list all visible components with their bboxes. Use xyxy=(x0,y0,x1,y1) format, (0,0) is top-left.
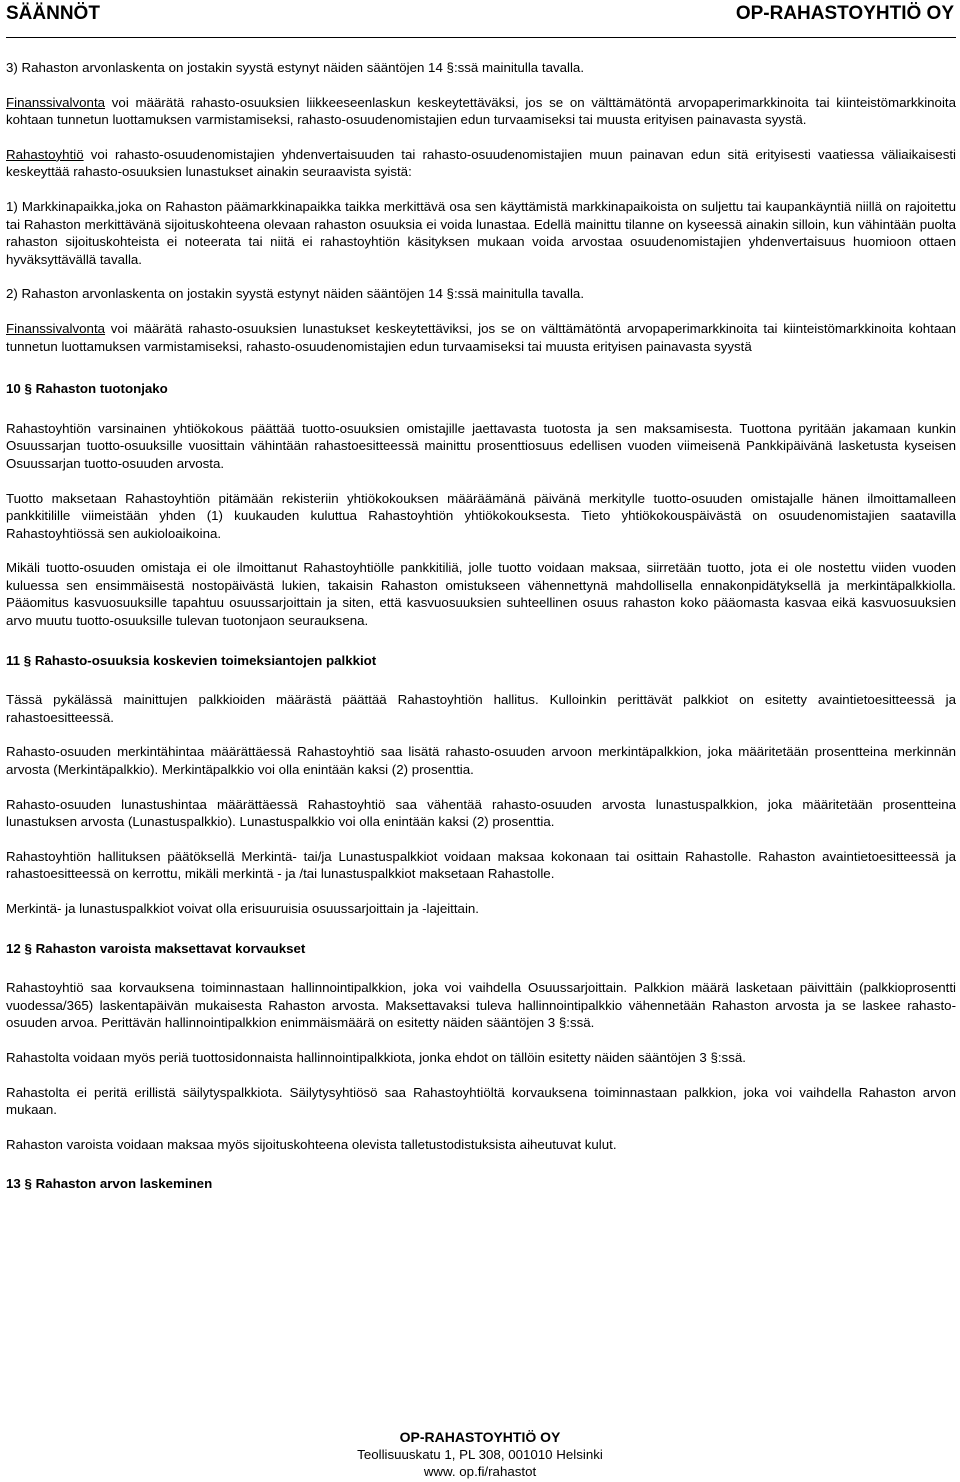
paragraph-text: Rahastolta voidaan myös periä tuottosidonnaista hallinnointipalkkiota, jonka ehdot on tällöin esitetty näiden sääntöjen 3 §:ssä. xyxy=(6,1049,746,1065)
paragraph xyxy=(6,796,956,831)
paragraph-text: Rahastolta ei peritä erillistä säilytyspalkkiota. Säilytysyhtiösö saa Rahastoyhtiöltä korvauksena toiminnastaan palkkion, joka voi vaihdella Rahaston arvon mukaan. xyxy=(6,1084,956,1118)
paragraph-text: Rahastoyhtiön hallituksen päätöksellä Merkintä- tai/ja Lunastuspalkkiot voidaan maksaa kokonaan tai osittain Rahastolle. Rahaston avaintietoesitteessä ja rahastoesitteessä on kerrottu, mikäli merkintä - ja /tai lunastuspalkkiot maksetaan Rahastolle. xyxy=(6,848,956,882)
paragraph xyxy=(6,900,956,918)
page-header xyxy=(0,0,960,36)
paragraph xyxy=(6,559,956,629)
paragraph-text: voi määrätä rahasto-osuuksien liikkeeseenlaskun keskeytettäväksi, jos se on välttämätöntä arvopaperimarkkinoita tai kiinteistömarkkinoita kohtaan tunnetun luottamuksen varmistamiseksi, rahasto-osuudenomistajien edun turvaamiseksi tai muusta erityisen painavasta syystä. xyxy=(6,94,956,128)
section-heading xyxy=(6,1175,956,1193)
paragraph xyxy=(6,979,956,1032)
footer-address: Teollisuuskatu 1, PL 308, 001010 Helsinki xyxy=(357,1447,603,1462)
paragraph-text: 13 § Rahaston arvon laskeminen xyxy=(6,1176,213,1192)
paragraph xyxy=(6,743,956,778)
paragraph xyxy=(6,59,956,77)
paragraph-text: 11 § Rahasto-osuuksia koskevien toimeksiantojen palkkiot xyxy=(6,652,377,668)
paragraph xyxy=(6,420,956,473)
paragraph-text: Rahasto-osuuden lunastushintaa määrättäessä Rahastoyhtiö saa vähentää rahasto-osuuden arvosta lunastuspalkkion, joka määritetään prosentteina lunastuksen arvosta (Lunastuspalkkio). Lunastuspalkkio voi olla enintään kaksi (2) prosenttia. xyxy=(6,796,956,830)
paragraph xyxy=(6,691,956,726)
paragraph xyxy=(6,146,956,181)
section-heading xyxy=(6,940,956,958)
paragraph-text: Merkintä- ja lunastuspalkkiot voivat olla erisuuruisia osuussarjoittain ja -lajeittain. xyxy=(6,901,480,916)
paragraph xyxy=(6,320,956,355)
header-rule xyxy=(6,37,956,38)
paragraph xyxy=(6,1136,956,1154)
paragraph-text: Rahastoyhtiön varsinainen yhtiökokous päättää tuotto-osuuksien omistajille jaettavasta tuotosta ja sen maksamisesta. Tuottona pyritään jakamaan kunkin Osuussarjan tuotto-osuuksille vuosittain vähintään rahastoesitteessä mainittu prosenttiosuus edellisen vuoden viimeisenä Pankkipäivänä lasketusta kyseisen Osuussarjan tuotto-osuuden arvosta. xyxy=(6,420,956,471)
header-company: OP-RAHASTOYHTIÖ OY xyxy=(735,3,954,24)
footer-web: www. op.fi/rahastot xyxy=(423,1464,537,1479)
paragraph-text: 2) Rahaston arvonlaskenta on jostakin syystä estynyt näiden sääntöjen 14 §:ssä mainitulla tavalla. xyxy=(6,286,585,302)
paragraph xyxy=(6,848,956,883)
document-body xyxy=(6,59,956,1193)
page-footer xyxy=(0,1429,960,1480)
section-heading xyxy=(6,380,956,398)
paragraph-text: Rahaston varoista voidaan maksaa myös sijoituskohteena olevista talletustodistuksista aiheutuvat kulut. xyxy=(6,1136,617,1152)
underlined-lead: Rahastoyhtiö xyxy=(6,146,84,162)
paragraph xyxy=(6,285,956,303)
section-heading xyxy=(6,652,956,670)
paragraph-text: 10 § Rahaston tuotonjako xyxy=(6,381,168,397)
paragraph-text: Tuotto maksetaan Rahastoyhtiön pitämään rekisteriin yhtiökokouksen määräämänä päivänä merkitylle tuotto-osuuden omistajalle hänen ilmoittamalleen pankkitilille viimeistään yhden (1) kuukauden kuluttua Rahastoyhtiön yhtiökokouksesta. Tieto yhtiökokouspäivästä on osuudenomistajien saatavilla Rahastoyhtiössä sen aukioloaikoina. xyxy=(6,490,956,541)
paragraph-text: 12 § Rahaston varoista maksettavat korvaukset xyxy=(6,940,306,956)
paragraph xyxy=(6,198,956,268)
paragraph-text: voi määrätä rahasto-osuuksien lunastukset keskeytettäviksi, jos se on välttämätöntä arvopaperimarkkinoita tai kiinteistömarkkinoita kohtaan tunnetun luottamuksen varmistamiseksi, rahasto-osuudenomistajien edun turvaamiseksi tai muusta erityisen painavasta syystä xyxy=(6,320,956,354)
paragraph-text: Rahastoyhtiö saa korvauksena toiminnastaan hallinnointipalkkion, joka voi vaihdella Osuussarjoittain. Palkkion määrä lasketaan päivittäin (palkkioprosentti vuodessa/365) laskentapäivän mukaisesta Rahaston arvosta. Maksettavaksi tuleva hallinnointipalkkio vähennetään Rahaston arvosta ja se laskee rahasto-osuuden arvoa. Perittävän hallinnointipalkkion enimmäismäärä on esitetty näiden sääntöjen 3 §:ssä. xyxy=(6,980,956,1031)
paragraph xyxy=(6,490,956,543)
header-title: SÄÄNNÖT xyxy=(6,3,100,24)
underlined-lead: Finanssivalvonta xyxy=(6,320,106,336)
paragraph-text: Mikäli tuotto-osuuden omistaja ei ole ilmoittanut Rahastoyhtiölle pankkitiliä, jolle tuotto voidaan maksaa, siirretään tuotto, jota ei ole nostettu viiden vuoden kuluessa sen ensimmäisestä nostopäivästä lukien, takaisin Rahaston omistukseen vähennettynä mahdollisella ennakonpidätyksellä ja merkintäpalkkiolla. Pääomitus kasvuosuuksille tapahtuu osuussarjoittain ja siten, että kasvuosuuksien suhteellinen osuus rahaston koko pääomasta kasvaa eikä kasvuosuuksien arvo muutu tuotto-osuuksille tulevan tuotonjaon seurauksena. xyxy=(6,560,956,629)
underlined-lead: Finanssivalvonta xyxy=(6,94,106,110)
footer-company: OP-RAHASTOYHTIÖ OY xyxy=(399,1429,561,1445)
paragraph-text: Tässä pykälässä mainittujen palkkioiden määrästä päättää Rahastoyhtiön hallitus. Kulloinkin perittävät palkkiot on esitetty avaintietoesitteessä ja rahastoesitteessä. xyxy=(6,692,956,725)
paragraph-text: 3) Rahaston arvonlaskenta on jostakin syystä estynyt näiden sääntöjen 14 §:ssä mainitulla tavalla. xyxy=(6,60,585,75)
paragraph-text: voi rahasto-osuudenomistajien yhdenvertaisuuden tai rahasto-osuudenomistajien muun painavan edun sitä erityisesti vaatiessa väliaikaisesti keskeyttää rahasto-osuuksien lunastukset ainakin seuraavista syistä: xyxy=(6,146,956,180)
paragraph-text: Rahasto-osuuden merkintähintaa määrättäessä Rahastoyhtiö saa lisätä rahasto-osuuden arvoon merkintäpalkkion, joka määritetään prosentteina merkinnän arvosta (Merkintäpalkkio). Merkintäpalkkio voi olla enintään kaksi (2) prosenttia. xyxy=(6,744,956,778)
paragraph xyxy=(6,94,956,129)
paragraph xyxy=(6,1049,956,1067)
paragraph-text: 1) Markkinapaikka,joka on Rahaston päämarkkinapaikka taikka merkittävä osa sen käyttämistä markkinapaikoista on suljettu tai kaupankäyntiä niillä on rajoitettu tai Rahaston merkittävänä sijoituskohteena olevaan rahaston osuuksia ei voida lunastaa. Edellä mainittu tilanne on kyseessä ainakin silloin, kun vähintään puolta rahaston sijoituskohteista ei noteerata tai niitä ei rahastoyhtiön käsityksen mukaan voida arvostaa osuudenomistajien yhdenvertaisuus huomioon ottaen hyväksyttävällä tavalla. xyxy=(6,198,956,267)
paragraph xyxy=(6,1084,956,1119)
